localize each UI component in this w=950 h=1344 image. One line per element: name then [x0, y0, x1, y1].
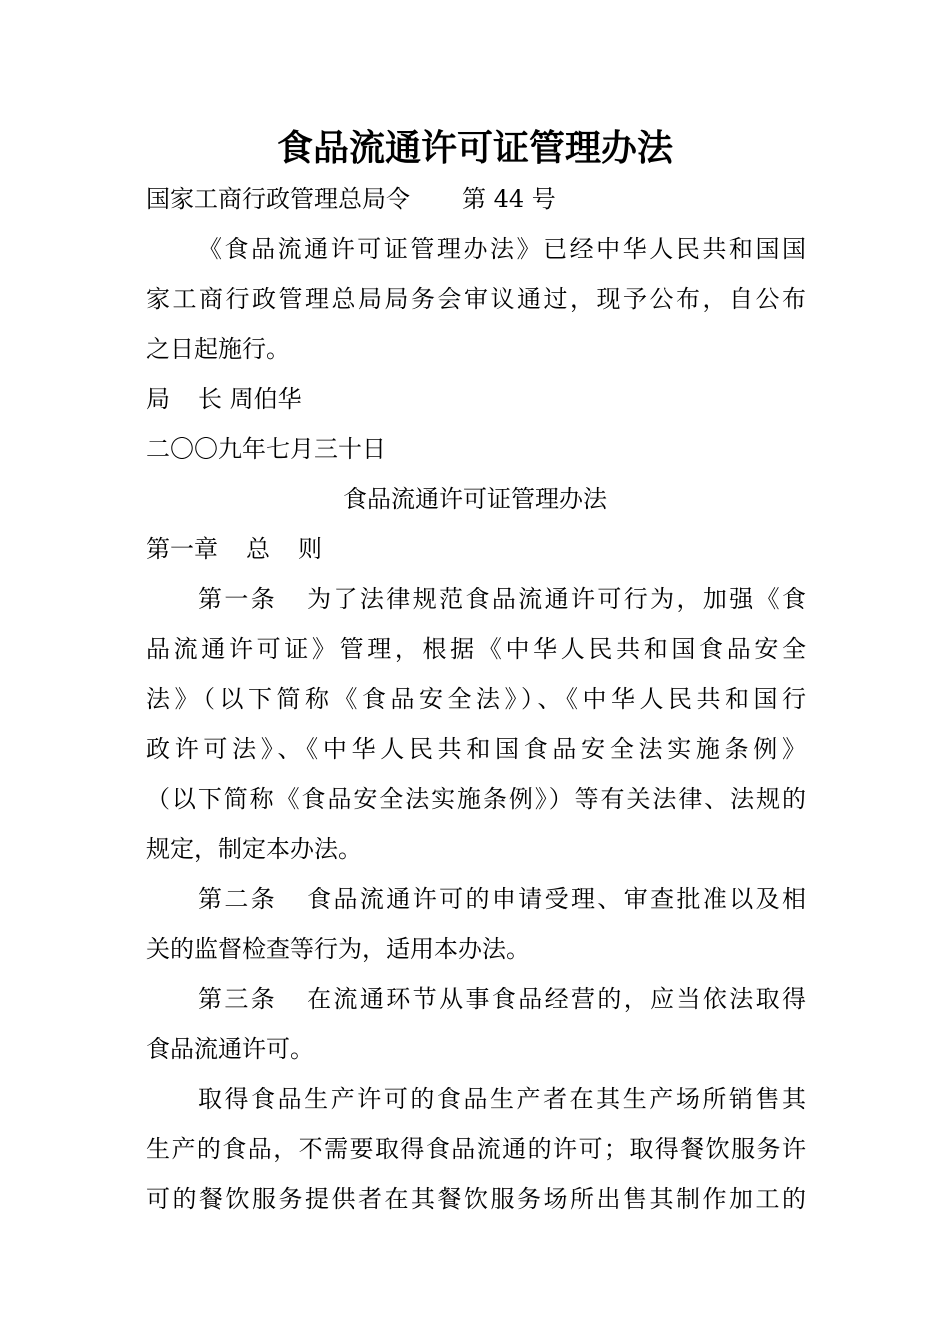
chapter-heading — [146, 534, 806, 564]
article3-line-2: 食品流通许可。 — [146, 1035, 314, 1063]
article1-line-4: 政许可法》、《中华人民共和国食品安全法实施条例》 — [146, 735, 806, 763]
preamble-line-1: 《食品流通许可证管理办法》已经中华人民共和国国 — [198, 235, 806, 263]
decree-line — [146, 184, 806, 214]
chapter-label: 第一章 — [146, 535, 218, 563]
article1-text-1: 为了法律规范食品流通许可行为，加强《食 — [307, 585, 806, 613]
preamble-line-3: 之日起施行。 — [146, 335, 290, 363]
decree-issuer: 国家工商行政管理总局令 — [146, 185, 410, 213]
chapter-name-1: 总 — [246, 535, 270, 563]
article2-line-2: 关的监督检查等行为，适用本办法。 — [146, 935, 530, 963]
preamble-line-2: 家工商行政管理总局局务会审议通过，现予公布，自公布 — [146, 285, 806, 313]
article1-line-3: 法》（以下简称《食品安全法》）、《中华人民共和国行 — [146, 685, 806, 713]
paragraph4-line-2: 生产的食品，不需要取得食品流通的许可；取得餐饮服务许 — [146, 1135, 806, 1163]
article1-label: 第一条 — [198, 585, 278, 613]
document-subtitle: 食品流通许可证管理办法 — [343, 485, 607, 513]
article1-line-5: （以下简称《食品安全法实施条例》）等有关法律、法规的 — [146, 785, 806, 813]
document-title: 食品流通许可证管理办法 — [276, 127, 673, 169]
article1-line-2: 品流通许可证》管理，根据《中华人民共和国食品安全 — [146, 635, 806, 663]
article2-text-1: 食品流通许可的申请受理、审查批准以及相 — [307, 885, 806, 913]
article3-label: 第三条 — [198, 985, 278, 1013]
article3-line-1 — [198, 984, 806, 1014]
director-title-2: 长 — [198, 385, 222, 413]
chapter-name-2: 则 — [298, 535, 322, 563]
article1-line-6: 规定，制定本办法。 — [146, 835, 362, 863]
paragraph4-line-3: 可的餐饮服务提供者在其餐饮服务场所出售其制作加工的 — [146, 1185, 806, 1213]
article1-line-1 — [198, 584, 806, 614]
paragraph4-line-1: 取得食品生产许可的食品生产者在其生产场所销售其 — [198, 1085, 806, 1113]
director-line — [146, 384, 806, 414]
director-name: 周伯华 — [229, 385, 302, 413]
article2-label: 第二条 — [198, 885, 278, 913]
article3-text-1: 在流通环节从事食品经营的，应当依法取得 — [307, 985, 806, 1013]
decree-number: 第 44 号 — [462, 185, 556, 213]
article2-line-1 — [198, 884, 806, 914]
director-title-1: 局 — [146, 385, 170, 413]
decree-date: 二〇〇九年七月三十日 — [146, 435, 386, 463]
